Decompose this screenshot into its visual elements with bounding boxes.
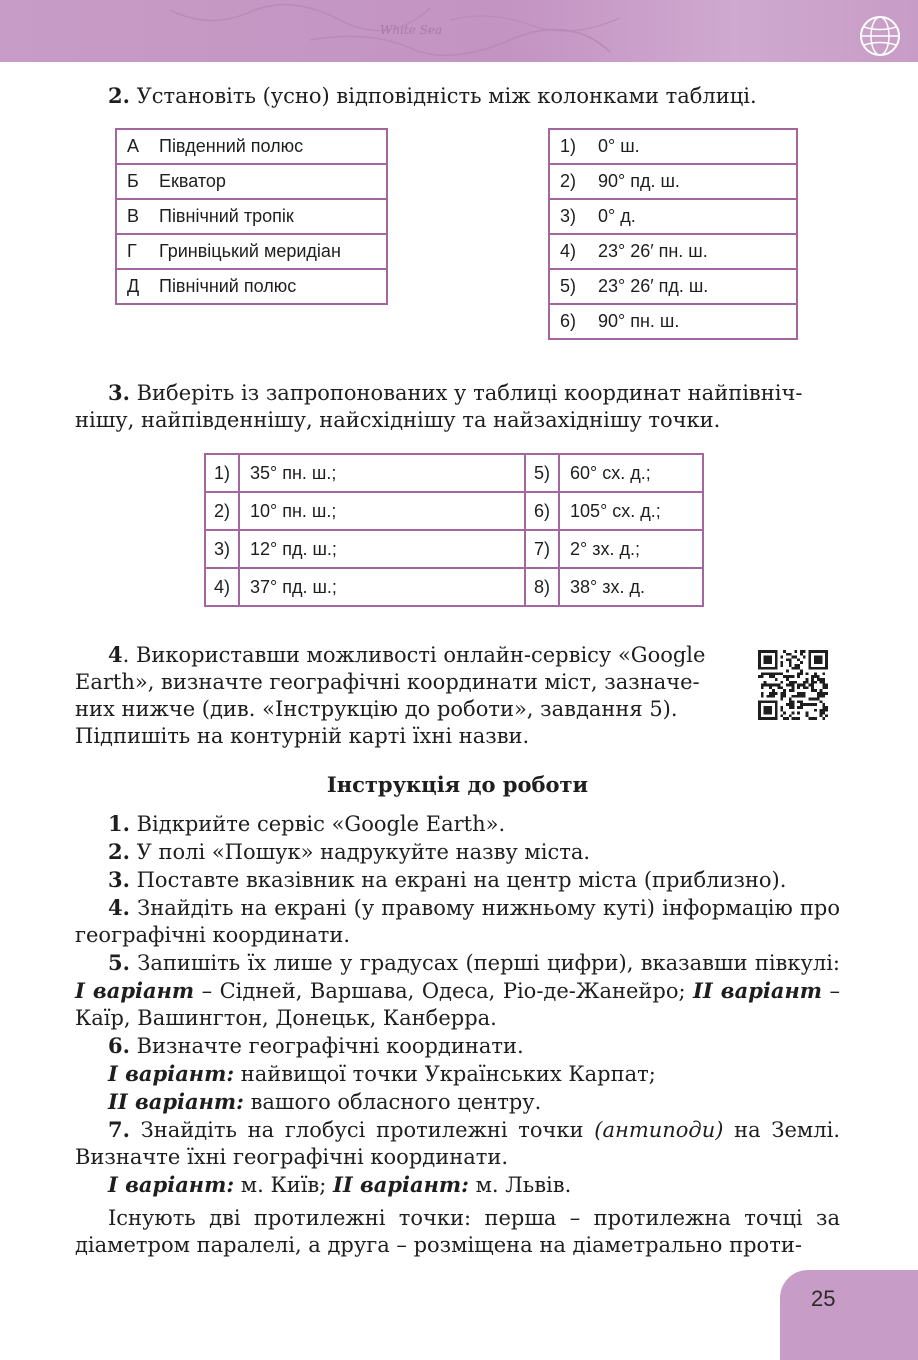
- table-row: [549, 164, 797, 199]
- step-7-variant-1: І варіант:: [108, 1172, 235, 1197]
- step-2-number: 2.: [108, 839, 130, 864]
- step-5-text-c: – Каїр, Вашингтон, Донецьк, Канберра.: [75, 979, 840, 1030]
- row-letter: Б: [127, 171, 139, 191]
- task-2-text: Установіть (усно) відповідність між колонками таблиці.: [136, 84, 757, 108]
- globe-icon: [858, 14, 902, 58]
- page-number: 25: [811, 1286, 836, 1311]
- coord-value: 37° пд. ш.;: [239, 568, 525, 606]
- left-table-cell: [116, 199, 387, 234]
- step-5-variant-1: І варіант: [75, 978, 195, 1003]
- step-1: [75, 810, 840, 838]
- step-6-number: 6.: [108, 1033, 130, 1058]
- step-1-number: 1.: [108, 811, 130, 836]
- coord-value: 10° пн. ш.;: [239, 492, 525, 530]
- table-row: [549, 234, 797, 269]
- coord-value: 105° сх. д.;: [559, 492, 703, 530]
- row-label: Південний полюс: [159, 136, 304, 156]
- coord-value: 38° зх. д.: [559, 568, 703, 606]
- task-2-heading: [75, 82, 840, 110]
- row-label: Північний тропік: [159, 206, 294, 226]
- step-7-variant-2: ІІ варіант:: [333, 1172, 469, 1197]
- table-row: [116, 129, 387, 164]
- table-row: [549, 304, 797, 339]
- step-7-variant-2-text: м. Львів.: [468, 1173, 572, 1197]
- step-7-text-b: на Землі. Визначте їхні географічні координати.: [75, 1118, 840, 1169]
- coord-value: 2° зх. д.;: [559, 530, 703, 568]
- step-5-text-b: – Сідней, Варшава, Одеса, Ріо-де-Жанейро;: [194, 979, 694, 1003]
- left-table-cell: [116, 269, 387, 304]
- row-number: 2): [560, 171, 577, 191]
- row-label: Гринвіцький меридіан: [159, 241, 341, 261]
- task-3-line-1: Виберіть із запропонованих у таблиці координат найпівніч-: [136, 381, 803, 405]
- task-4-line-3: них нижче (див. «Інструкцію до роботи», завдання 5).: [75, 697, 678, 721]
- coord-number: 1): [205, 454, 239, 492]
- instructions-heading: Інструкція до роботи: [326, 772, 589, 797]
- row-number: 6): [560, 311, 577, 331]
- coord-number: 3): [205, 530, 239, 568]
- step-2-text: У полі «Пошук» надрукуйте назву міста.: [129, 840, 591, 864]
- step-5-number: 5.: [108, 950, 130, 975]
- row-number: 1): [560, 136, 577, 156]
- row-letter: Д: [127, 276, 140, 296]
- step-1-text: Відкрийте сервіс «Google Earth».: [129, 812, 506, 836]
- step-5-variant-2: ІІ варіант: [693, 978, 823, 1003]
- step-6-variant-1-line: [75, 1060, 840, 1088]
- step-7: [75, 1116, 840, 1171]
- table-row: [549, 269, 797, 304]
- instructions-title: [75, 771, 840, 798]
- task-2-number: 2.: [108, 83, 130, 108]
- table-row: [205, 454, 703, 492]
- row-letter: А: [127, 136, 140, 156]
- row-number: 4): [560, 241, 577, 261]
- coord-number: 5): [525, 454, 559, 492]
- right-table-cell: [549, 199, 797, 234]
- task-2-left-table: [115, 128, 388, 305]
- row-label: Екватор: [159, 171, 226, 191]
- page-number-tab: [780, 1270, 918, 1360]
- task-4-text-block: [75, 641, 733, 750]
- step-7-variant-1-text: м. Київ;: [234, 1173, 333, 1197]
- header-banner: [0, 0, 918, 62]
- step-2: [75, 838, 840, 866]
- step-6-text: Визначте географічні координати.: [129, 1034, 524, 1058]
- left-table-cell: [116, 164, 387, 199]
- task-3-table: [204, 453, 704, 607]
- table-row: [205, 492, 703, 530]
- task-2-right-table: [548, 128, 798, 340]
- table-row: [116, 234, 387, 269]
- right-table-cell: [549, 304, 797, 339]
- step-4-number: 4.: [108, 895, 130, 920]
- right-table-cell: [549, 129, 797, 164]
- step-3: [75, 866, 840, 894]
- right-table-cell: [549, 269, 797, 304]
- coord-value: 60° сх. д.;: [559, 454, 703, 492]
- task-4-line-4: Підпишіть на контурній карті їхні назви.: [75, 724, 530, 748]
- instructions-body: [75, 810, 840, 1259]
- coord-number: 4): [205, 568, 239, 606]
- row-value: 90° пд. ш.: [598, 171, 680, 191]
- step-4: [75, 894, 840, 949]
- row-letter: В: [127, 206, 140, 226]
- task-4-line-2: Earth», визначте географічні координати міст, зазначе-: [75, 670, 700, 694]
- left-table-cell: [116, 129, 387, 164]
- step-4-text: Знайдіть на екрані (у правому нижньому куті) інформацію про географічні координати.: [75, 896, 840, 947]
- row-value: 0° ш.: [598, 136, 640, 156]
- step-7-number: 7.: [108, 1117, 130, 1142]
- step-3-text: Поставте вказівник на екрані на центр міста (приблизно).: [129, 868, 787, 892]
- row-value: 23° 26′ пн. ш.: [598, 241, 708, 261]
- step-5: [75, 949, 840, 1032]
- task-3-number: 3.: [108, 380, 130, 405]
- right-table-cell: [549, 164, 797, 199]
- table-row: [205, 530, 703, 568]
- task-4-line-1: . Використавши можливості онлайн-сервісу «Google: [122, 643, 706, 667]
- left-table-cell: [116, 234, 387, 269]
- step-6-variant-1-text: найвищої точки Українських Карпат;: [234, 1062, 656, 1086]
- step-7-variants-line: [75, 1171, 840, 1199]
- step-6-variant-1: І варіант:: [108, 1061, 235, 1086]
- row-number: 5): [560, 276, 577, 296]
- task-3-text-block: [75, 379, 840, 434]
- row-value: 23° 26′ пд. ш.: [598, 276, 709, 296]
- table-row: [116, 164, 387, 199]
- task-3-line-2: нішу, найпівденнішу, найсхіднішу та найзахіднішу точки.: [75, 408, 721, 432]
- step-5-text-a: Запишіть їх лише у градусах (перші цифри), вказавши півкулі:: [129, 951, 840, 975]
- step-6-variant-2: ІІ варіант:: [108, 1089, 244, 1114]
- map-label: White Sea: [380, 23, 443, 37]
- coord-number: 6): [525, 492, 559, 530]
- step-7-antipodes: (антиподи): [594, 1118, 724, 1142]
- row-number: 3): [560, 206, 577, 226]
- table-row: [205, 568, 703, 606]
- row-label: Північний полюс: [159, 276, 297, 296]
- coord-number: 2): [205, 492, 239, 530]
- step-6-variant-2-line: [75, 1088, 840, 1116]
- table-row: [116, 199, 387, 234]
- closing-paragraph: Існують дві протилежні точки: перша – протилежна точці за діаметром паралелі, а друга – розміщена на діаметрально проти-: [75, 1206, 840, 1257]
- map-decoration: [150, 0, 710, 62]
- step-7-text-a: Знайдіть на глобусі протилежні точки: [129, 1118, 595, 1142]
- coord-value: 35° пн. ш.;: [239, 454, 525, 492]
- row-value: 90° пн. ш.: [598, 311, 680, 331]
- row-letter: Г: [127, 241, 137, 261]
- step-3-number: 3.: [108, 867, 130, 892]
- step-6-variant-2-text: вашого обласного центру.: [243, 1090, 542, 1114]
- coord-number: 8): [525, 568, 559, 606]
- row-value: 0° д.: [598, 206, 636, 226]
- table-row: [549, 129, 797, 164]
- qr-code-icon[interactable]: [758, 650, 828, 720]
- step-6: [75, 1032, 840, 1060]
- coord-number: 7): [525, 530, 559, 568]
- right-table-cell: [549, 234, 797, 269]
- task-4-number: 4: [108, 642, 123, 667]
- table-row: [549, 199, 797, 234]
- coord-value: 12° пд. ш.;: [239, 530, 525, 568]
- table-row: [116, 269, 387, 304]
